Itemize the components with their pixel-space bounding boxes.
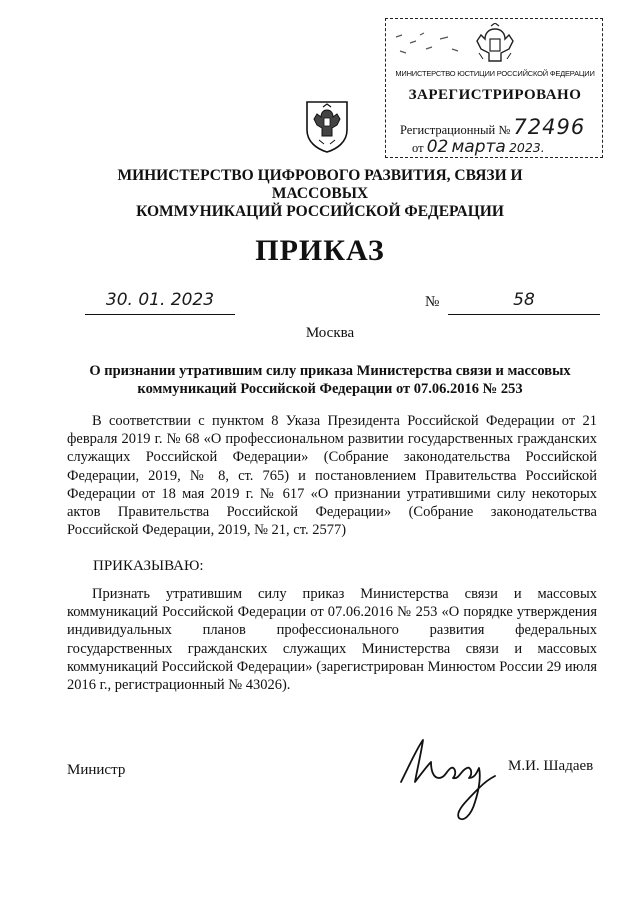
city: Москва: [305, 325, 355, 341]
stamp-date-month: марта: [451, 137, 506, 157]
order-number-field: [425, 290, 600, 314]
stamp-ministry: МИНИСТЕРСТВО ЮСТИЦИИ РОССИЙСКОЙ ФЕДЕРАЦИИ: [395, 69, 595, 78]
stamp-registration-line: [400, 115, 600, 139]
stamp-noise-icon: [392, 29, 462, 59]
registration-stamp: [385, 18, 603, 158]
stamp-date-year: 2023.: [508, 140, 545, 155]
subject-line2: коммуникаций Российской Федерации от 07.06.2016 № 253: [137, 381, 523, 397]
stamp-date-line: [412, 137, 602, 157]
ministry-title-line2: КОММУНИКАЦИЙ РОССИЙСКОЙ ФЕДЕРАЦИИ: [136, 203, 504, 220]
handwritten-signature-icon: [395, 722, 500, 827]
stamp-date-prefix: от: [412, 141, 424, 155]
stamp-status: ЗАРЕГИСТРИРОВАНО: [408, 87, 582, 103]
preamble-paragraph: В соответствии с пунктом 8 Указа Президента Российской Федерации от 21 февраля 2019 г. № 68 «О профессиональном развитии государственных гражданских служащих Российской Федерации» (Собрание законодательства Российской Федерации, 2019, № 8, ст. 765) и постановлением Правительства Российской Федерации от 18 мая 2019 г. № 617 «О признании утратившими силу некоторых актов Правительства Российской Федерации» (Собрание законодательства Российской Федерации, 2019, № 21, ст. 2577): [67, 413, 597, 539]
order-date: 30. 01. 2023: [105, 290, 215, 310]
document-type: ПРИКАЗ: [255, 234, 385, 267]
ministry-title-line1: МИНИСТЕРСТВО ЦИФРОВОГО РАЗВИТИЯ, СВЯЗИ И МАССОВЫХ: [117, 167, 523, 202]
coat-of-arms-icon: [302, 96, 352, 154]
signer-name: М.И. Шадаев: [508, 758, 594, 774]
stamp-reg-number: 72496: [513, 115, 586, 139]
order-word: ПРИКАЗЫВАЮ:: [93, 558, 204, 574]
order-number: 58: [513, 290, 535, 310]
order-date-field: [85, 290, 235, 315]
signer-title: Министр: [67, 762, 126, 778]
order-subject: [70, 362, 590, 398]
subject-line1: О признании утратившим силу приказа Министерства связи и массовых: [89, 363, 571, 379]
stamp-emblem-icon: [471, 23, 519, 69]
stamp-date-day: 02: [426, 137, 449, 157]
order-number-line: [448, 290, 600, 315]
operative-paragraph: Признать утратившим силу приказ Министерства связи и массовых коммуникаций Российской Федерации от 07.06.2016 № 253 «О порядке утверждения индивидуальных планов профессионального развития федеральных государственных гражданских служащих Министерства связи и массовых коммуникаций Российской Федерации» (зарегистрирован Минюстом России 29 июля 2016 г., регистрационный № 43026).: [67, 586, 597, 694]
ministry-title: [70, 167, 570, 221]
stamp-reg-label: Регистрационный №: [400, 123, 511, 137]
number-sign: №: [425, 294, 440, 310]
